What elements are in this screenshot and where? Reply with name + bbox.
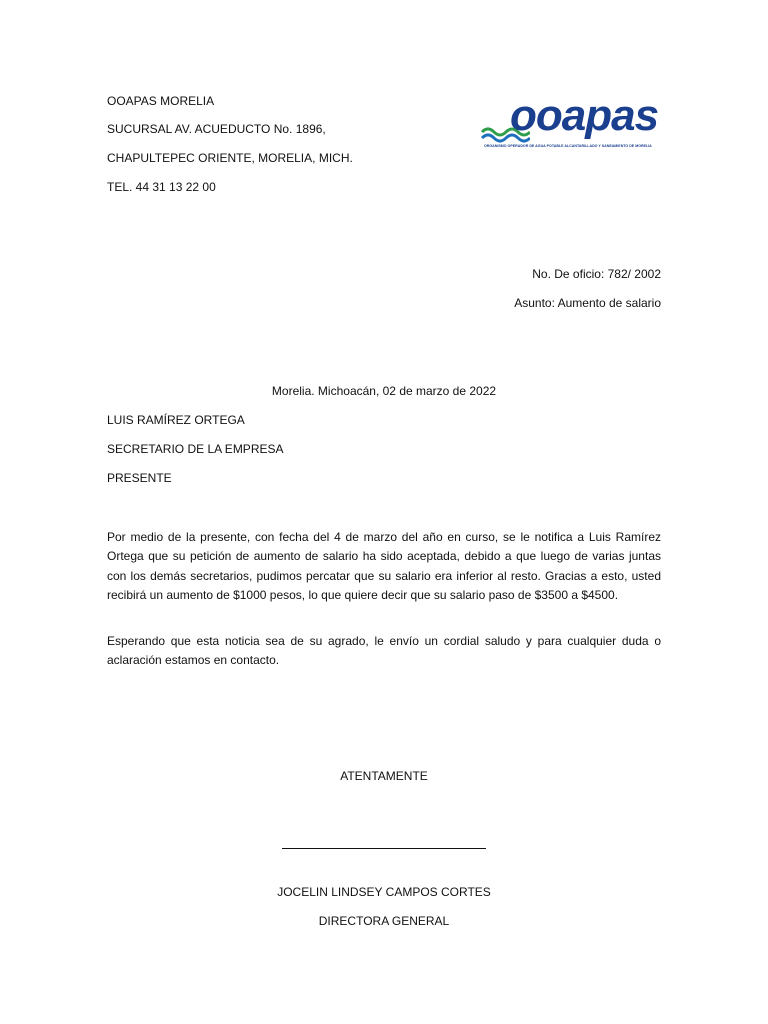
recipient-greeting: PRESENTE [107,471,172,485]
subject-line: Asunto: Aumento de salario [514,296,661,310]
logo-wordmark: ooapas [510,91,659,140]
date-line: Morelia. Michoacán, 02 de marzo de 2022 [271,384,497,398]
sender-name: OOAPAS MORELIA [107,94,215,108]
logo-subtitle: ORGANISMO OPERADOR DE AGUA POTABLE ALCANTARILLADO Y SANEAMIENTO DE MORELIA [484,144,652,148]
signature-line [282,848,486,849]
recipient-name: LUIS RAMÍREZ ORTEGA [107,413,245,427]
body-paragraph-1: Por medio de la presente, con fecha del 4 de marzo del año en curso, se le notifica a Luis Ramírez Ortega que su petición de aumento de salario ha sido aceptada, debido a que luego de varias juntas con los demás secretarios, pudimos percatar que su salario era inferior al resto. Gracias a esto, usted recibirá un aumento de $1000 pesos, lo que quiere decir que su salario paso de $3500 a $4500. [107,530,661,603]
sender-phone: TEL. 44 31 13 22 00 [107,180,216,194]
ooapas-logo [480,91,680,160]
closing-salutation: ATENTAMENTE [340,769,428,783]
signer-title: DIRECTORA GENERAL [318,914,450,928]
signer-name: JOCELIN LINDSEY CAMPOS CORTES [277,885,491,899]
office-number: No. De oficio: 782/ 2002 [532,267,661,281]
recipient-title: SECRETARIO DE LA EMPRESA [107,442,284,456]
body-paragraph-2: Esperando que esta noticia sea de su agrado, le envío un cordial saludo y para cualquier duda o aclaración estamos en contacto. [107,634,661,668]
sender-address-line-2: CHAPULTEPEC ORIENTE, MORELIA, MICH. [107,151,353,165]
sender-address-line-1: SUCURSAL AV. ACUEDUCTO No. 1896, [107,122,326,136]
